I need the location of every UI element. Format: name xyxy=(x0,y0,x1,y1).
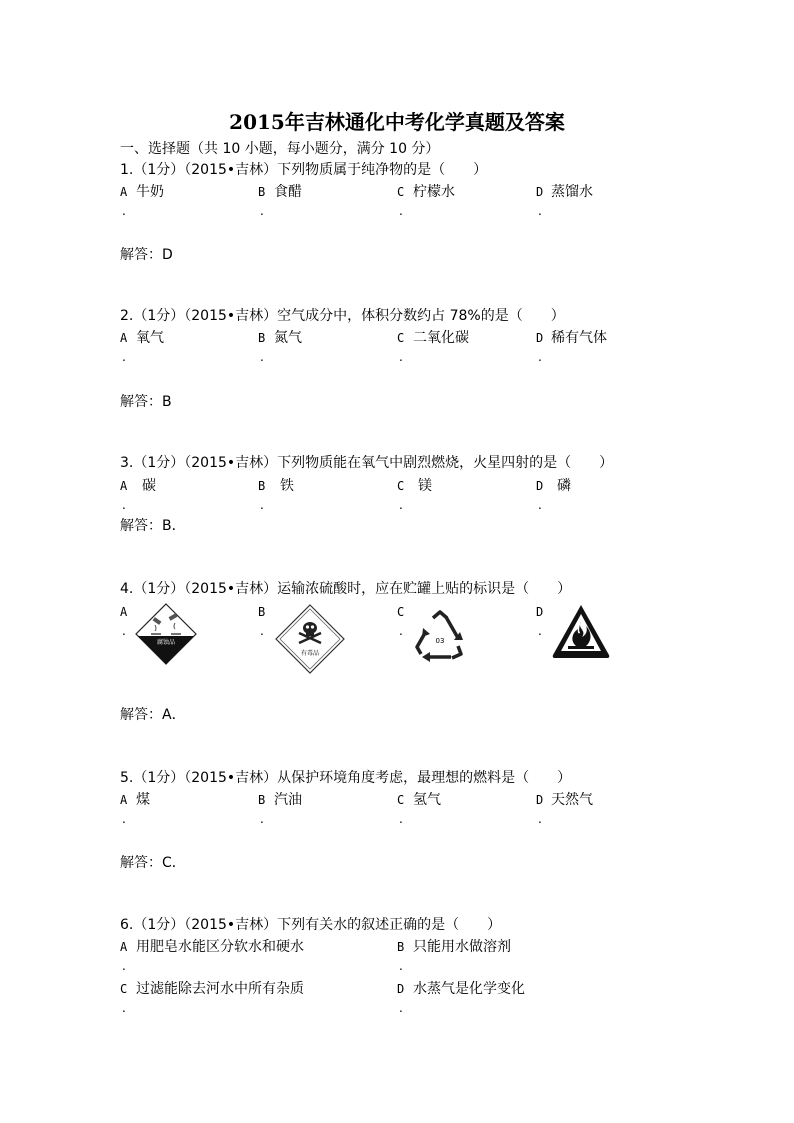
option-dot: . xyxy=(260,624,264,638)
option-letter: D xyxy=(536,331,544,345)
page-title: 2015年吉林通化中考化学真题及答案 xyxy=(229,110,565,134)
answer-text: 解答：B． xyxy=(120,518,186,534)
sign-label: 03 xyxy=(435,637,445,645)
option-text: 天然气 xyxy=(551,792,593,808)
option-dot: . xyxy=(538,204,542,218)
option-dot: . xyxy=(399,624,403,638)
option-text: 蒸馏水 xyxy=(551,184,593,200)
option-letter: D xyxy=(536,605,544,619)
option-letter: C xyxy=(397,793,405,807)
option-dot: . xyxy=(538,498,542,512)
option-text: 二氧化碳 xyxy=(413,330,469,346)
option-text: 食醋 xyxy=(274,184,302,200)
option-letter: D xyxy=(536,185,544,199)
option-text: 氢气 xyxy=(413,792,441,808)
option-letter: A xyxy=(120,185,128,199)
option-letter: A xyxy=(120,605,128,619)
option-text: 水蒸气是化学变化 xyxy=(413,981,525,997)
option-dot: . xyxy=(399,204,403,218)
question-stem: 5.（1分）（2015•吉林）从保护环境角度考虑，最理想的燃料是（ ） xyxy=(120,770,572,786)
option-letter: C xyxy=(397,331,405,345)
option-dot: . xyxy=(122,498,126,512)
option-letter: B xyxy=(258,185,266,199)
option-text: 氮气 xyxy=(274,330,302,346)
corrosive-sign-icon xyxy=(135,603,197,665)
option-text: 柠檬水 xyxy=(413,184,455,200)
option-letter: D xyxy=(536,479,544,493)
option-dot: . xyxy=(399,350,403,364)
option-letter: C xyxy=(120,982,128,996)
option-dot: . xyxy=(538,350,542,364)
option-dot: . xyxy=(122,1001,126,1015)
toxic-sign-icon xyxy=(274,603,346,675)
answer-text: 解答：D xyxy=(120,247,173,263)
option-dot: . xyxy=(260,498,264,512)
option-text: 磷 xyxy=(557,478,571,494)
option-text: 碳 xyxy=(142,478,156,494)
option-dot: . xyxy=(538,624,542,638)
option-dot: . xyxy=(538,812,542,826)
answer-text: 解答：B xyxy=(120,394,172,410)
answer-text: 解答：A． xyxy=(120,707,186,723)
option-letter: B xyxy=(258,479,266,493)
option-letter: D xyxy=(397,982,405,996)
flammable-sign-icon xyxy=(551,603,611,659)
option-text: 汽油 xyxy=(274,792,302,808)
option-letter: C xyxy=(397,479,405,493)
question-stem: 3.（1分）（2015•吉林）下列物质能在氧气中剧烈燃烧，火星四射的是（ ） xyxy=(120,455,614,471)
option-text: 镁 xyxy=(418,478,432,494)
option-letter: A xyxy=(120,940,128,954)
option-dot: . xyxy=(122,204,126,218)
option-letter: A xyxy=(120,331,128,345)
option-text: 煤 xyxy=(136,792,150,808)
option-dot: . xyxy=(399,959,403,973)
question-stem: 4.（1分）（2015•吉林）运输浓硫酸时，应在贮罐上贴的标识是（ ） xyxy=(120,581,572,597)
option-letter: C xyxy=(397,185,405,199)
question-stem: 2.（1分）（2015•吉林）空气成分中，体积分数约占 78%的是（ ） xyxy=(120,308,565,324)
option-dot: . xyxy=(260,350,264,364)
option-dot: . xyxy=(399,1001,403,1015)
section-header: 一、选择题（共 10 小题，每小题分，满分 10 分） xyxy=(120,141,440,157)
option-dot: . xyxy=(260,204,264,218)
option-text: 用肥皂水能区分软水和硬水 xyxy=(136,939,304,955)
answer-text: 解答：C． xyxy=(120,855,186,871)
option-letter: B xyxy=(397,940,405,954)
option-text: 稀有气体 xyxy=(551,330,607,346)
recycling-sign-icon xyxy=(414,610,466,662)
option-dot: . xyxy=(399,498,403,512)
option-letter: D xyxy=(536,793,544,807)
option-text: 只能用水做溶剂 xyxy=(413,939,511,955)
option-letter: B xyxy=(258,793,266,807)
question-stem: 6.（1分）（2015•吉林）下列有关水的叙述正确的是（ ） xyxy=(120,917,502,933)
option-dot: . xyxy=(399,812,403,826)
option-text: 过滤能除去河水中所有杂质 xyxy=(136,981,304,997)
option-dot: . xyxy=(122,350,126,364)
sign-label: 腐蚀品 xyxy=(156,639,176,646)
option-letter: B xyxy=(258,605,266,619)
sign-label: 有毒品 xyxy=(300,650,320,657)
option-text: 铁 xyxy=(280,478,294,494)
option-letter: A xyxy=(120,793,128,807)
option-letter: A xyxy=(120,479,128,493)
option-dot: . xyxy=(122,624,126,638)
option-letter: B xyxy=(258,331,266,345)
question-stem: 1.（1分）（2015•吉林）下列物质属于纯净物的是（ ） xyxy=(120,162,488,178)
option-text: 氧气 xyxy=(136,330,164,346)
option-text: 牛奶 xyxy=(136,184,164,200)
option-dot: . xyxy=(122,812,126,826)
option-dot: . xyxy=(122,959,126,973)
option-letter: C xyxy=(397,605,405,619)
option-dot: . xyxy=(260,812,264,826)
